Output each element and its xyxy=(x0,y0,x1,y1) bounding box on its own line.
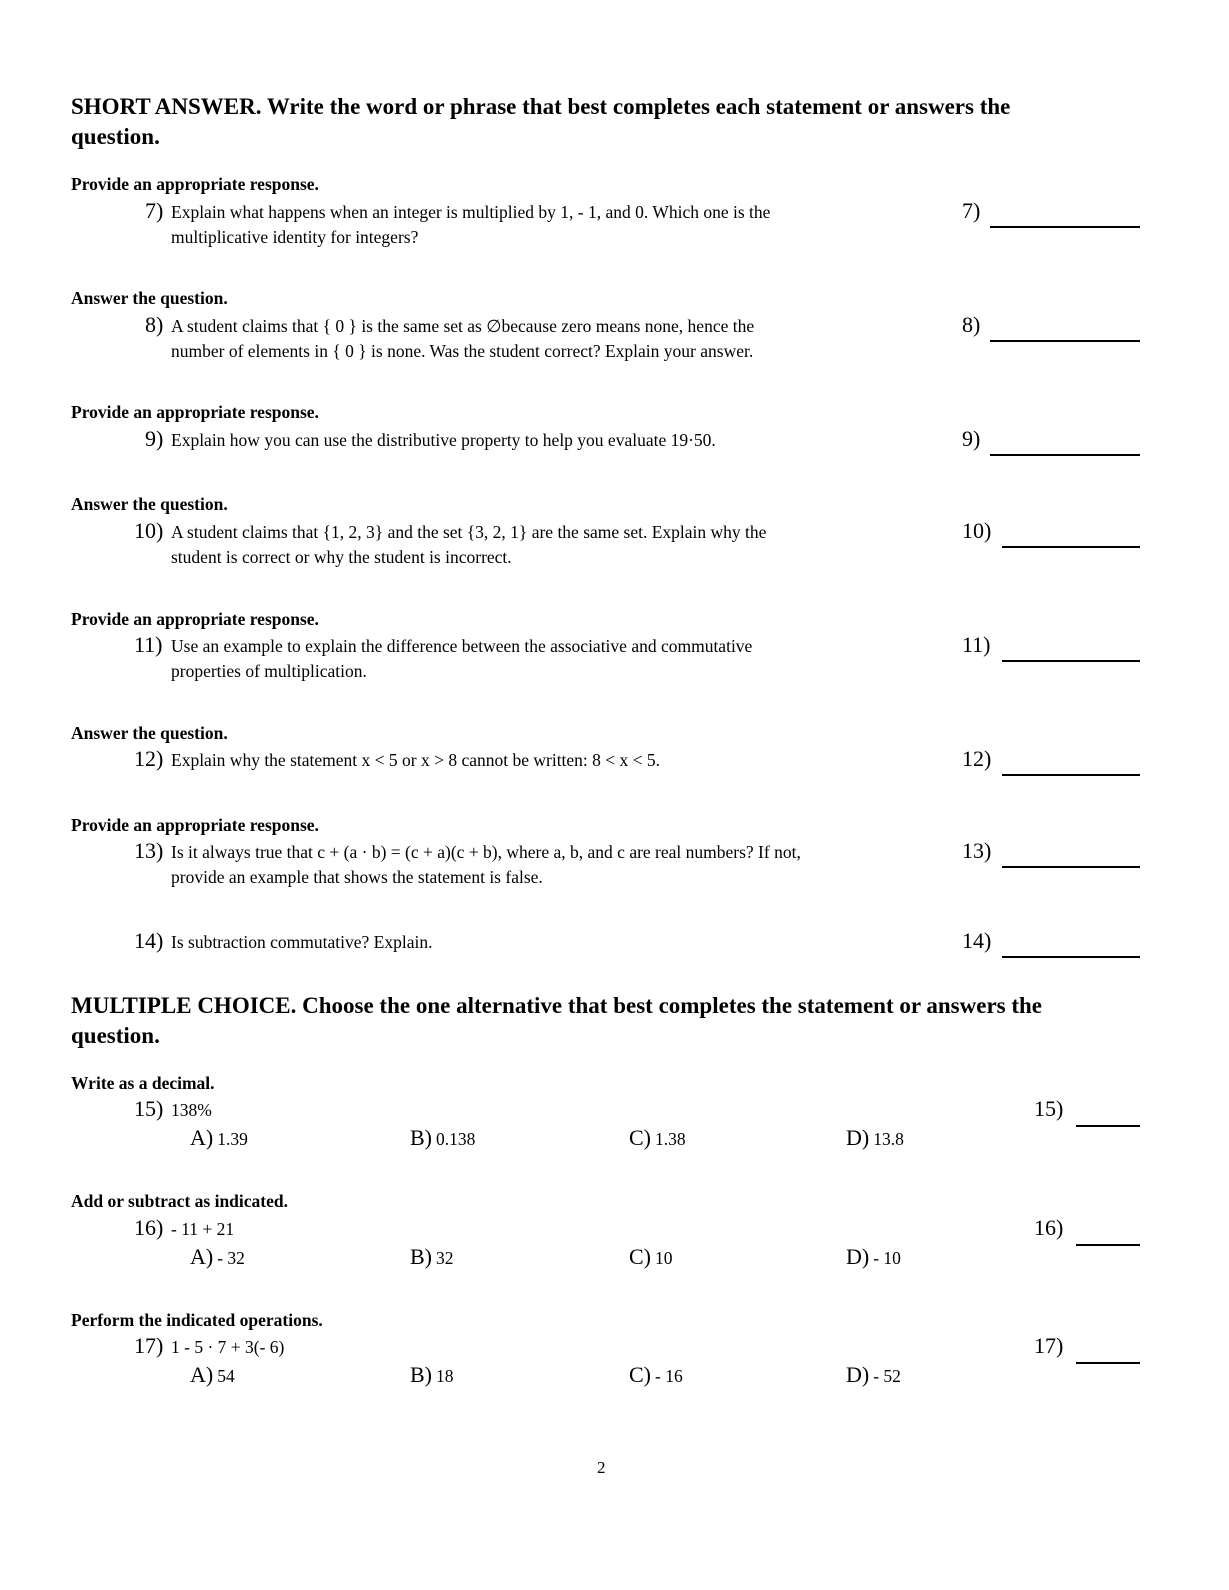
option-17-c[interactable]: C) - 16 xyxy=(629,1362,683,1387)
option-16-a[interactable]: A) - 32 xyxy=(190,1244,245,1269)
question-12-text-line1: Explain why the statement x < 5 or x > 8 cannot be written: 8 < x < 5. xyxy=(171,750,661,770)
instruction-q13: Provide an appropriate response. xyxy=(71,815,319,835)
instruction-q16: Add or subtract as indicated. xyxy=(71,1191,288,1211)
short-answer-header-line1: SHORT ANSWER. Write the word or phrase that best completes each statement or answers the xyxy=(71,94,1011,119)
question-8-text-line1: A student claims that { 0 } is the same set as ∅because zero means none, hence the xyxy=(171,316,755,336)
answer-label-11: 11) xyxy=(962,632,991,657)
answer-blank-10[interactable] xyxy=(1002,546,1140,548)
question-11-text-line1: Use an example to explain the difference between the associative and commutative xyxy=(171,636,753,656)
instruction-q8: Answer the question. xyxy=(71,288,228,308)
question-17-text: 1 - 5 · 7 + 3(- 6) xyxy=(171,1337,285,1357)
answer-blank-14[interactable] xyxy=(1002,956,1140,958)
question-number-16: 16) xyxy=(134,1215,164,1240)
instruction-q17: Perform the indicated operations. xyxy=(71,1310,323,1330)
question-number-13: 13) xyxy=(134,838,164,863)
option-15-b[interactable]: B) 0.138 xyxy=(410,1125,476,1150)
instruction-q11: Provide an appropriate response. xyxy=(71,609,319,629)
answer-label-13: 13) xyxy=(962,838,992,863)
page-number: 2 xyxy=(597,1458,606,1477)
question-number-10: 10) xyxy=(134,518,164,543)
question-11-text-line2: properties of multiplication. xyxy=(171,661,367,681)
question-number-17: 17) xyxy=(134,1333,164,1358)
multiple-choice-header-line2: question. xyxy=(71,1023,160,1048)
question-9-text-line1: Explain how you can use the distributive property to help you evaluate 19·50. xyxy=(171,430,716,450)
question-10-text-line1: A student claims that {1, 2, 3} and the set {3, 2, 1} are the same set. Explain why the xyxy=(171,522,767,542)
question-number-7: 7) xyxy=(145,198,164,223)
question-10-text-line2: student is correct or why the student is incorrect. xyxy=(171,547,512,567)
option-17-b[interactable]: B) 18 xyxy=(410,1362,454,1387)
answer-label-17: 17) xyxy=(1034,1333,1064,1358)
question-15-text: 138% xyxy=(171,1100,212,1120)
question-14-text-line1: Is subtraction commutative? Explain. xyxy=(171,932,433,952)
answer-label-8: 8) xyxy=(962,312,981,337)
option-16-b[interactable]: B) 32 xyxy=(410,1244,454,1269)
answer-label-12: 12) xyxy=(962,746,992,771)
instruction-q7: Provide an appropriate response. xyxy=(71,174,319,194)
question-8-text-line2: number of elements in { 0 } is none. Was the student correct? Explain your answer. xyxy=(171,341,754,361)
question-16-text: - 11 + 21 xyxy=(171,1219,235,1239)
question-number-9: 9) xyxy=(145,426,164,451)
answer-blank-9[interactable] xyxy=(990,454,1140,456)
answer-blank-17[interactable] xyxy=(1076,1362,1140,1364)
answer-label-10: 10) xyxy=(962,518,992,543)
option-17-a[interactable]: A) 54 xyxy=(190,1362,235,1387)
answer-label-15: 15) xyxy=(1034,1096,1064,1121)
answer-blank-7[interactable] xyxy=(990,226,1140,228)
answer-blank-15[interactable] xyxy=(1076,1125,1140,1127)
answer-label-7: 7) xyxy=(962,198,981,223)
option-15-c[interactable]: C) 1.38 xyxy=(629,1125,686,1150)
option-17-d[interactable]: D) - 52 xyxy=(846,1362,901,1387)
option-15-a[interactable]: A) 1.39 xyxy=(190,1125,248,1150)
answer-blank-12[interactable] xyxy=(1002,774,1140,776)
instruction-q12: Answer the question. xyxy=(71,723,228,743)
option-15-d[interactable]: D) 13.8 xyxy=(846,1125,904,1150)
answer-label-14: 14) xyxy=(962,928,992,953)
answer-label-16: 16) xyxy=(1034,1215,1064,1240)
short-answer-header-line2: question. xyxy=(71,124,160,149)
question-7-text-line1: Explain what happens when an integer is multiplied by 1, - 1, and 0. Which one is the xyxy=(171,202,771,222)
question-number-12: 12) xyxy=(134,746,164,771)
question-7-text-line2: multiplicative identity for integers? xyxy=(171,227,419,247)
answer-blank-8[interactable] xyxy=(990,340,1140,342)
answer-blank-16[interactable] xyxy=(1076,1244,1140,1246)
instruction-q15: Write as a decimal. xyxy=(71,1073,215,1093)
question-number-8: 8) xyxy=(145,312,164,337)
instruction-q9: Provide an appropriate response. xyxy=(71,402,319,422)
question-number-11: 11) xyxy=(134,632,163,657)
question-number-14: 14) xyxy=(134,928,164,953)
answer-blank-11[interactable] xyxy=(1002,660,1140,662)
instruction-q10: Answer the question. xyxy=(71,494,228,514)
question-13-text-line1: Is it always true that c + (a · b) = (c + a)(c + b), where a, b, and c are real numbers? If not, xyxy=(171,842,801,862)
option-16-c[interactable]: C) 10 xyxy=(629,1244,673,1269)
answer-label-9: 9) xyxy=(962,426,981,451)
question-number-15: 15) xyxy=(134,1096,164,1121)
option-16-d[interactable]: D) - 10 xyxy=(846,1244,901,1269)
answer-blank-13[interactable] xyxy=(1002,866,1140,868)
multiple-choice-header-line1: MULTIPLE CHOICE. Choose the one alternative that best completes the statement or answers the xyxy=(71,993,1043,1018)
question-13-text-line2: provide an example that shows the statement is false. xyxy=(171,867,543,887)
